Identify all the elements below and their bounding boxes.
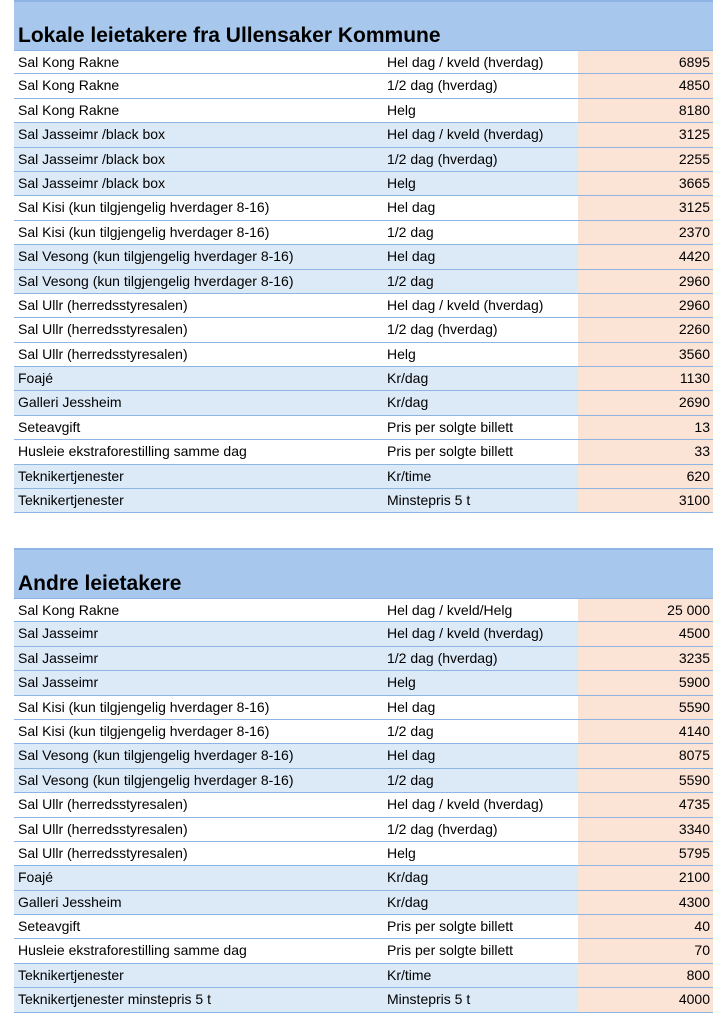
room-name-cell: Sal Kong Rakne bbox=[18, 602, 120, 618]
price-cell bbox=[578, 842, 713, 865]
table-row bbox=[14, 939, 713, 963]
price-cell bbox=[578, 172, 713, 195]
period-cell: Helg bbox=[387, 174, 416, 191]
table-row bbox=[14, 964, 713, 988]
period-cell: 1/2 dag (hverdag) bbox=[387, 820, 498, 837]
table-row bbox=[14, 318, 713, 342]
table-row bbox=[14, 622, 713, 646]
table-row bbox=[14, 671, 713, 695]
room-name-cell: Sal Ullr (herredsstyresalen) bbox=[18, 321, 188, 338]
price-value: 4140 bbox=[678, 722, 710, 739]
period-cell: Helg bbox=[387, 674, 416, 691]
table-row bbox=[14, 50, 713, 74]
price-cell bbox=[578, 744, 713, 767]
period-cell: 1/2 dag bbox=[387, 771, 434, 788]
table-row bbox=[14, 744, 713, 768]
table-row bbox=[14, 647, 713, 671]
price-value: 8180 bbox=[678, 101, 710, 118]
price-value: 13 bbox=[694, 418, 710, 435]
price-value: 70 bbox=[694, 942, 710, 959]
price-value: 3100 bbox=[678, 492, 710, 509]
room-name-cell: Sal Vesong (kun tilgjengelig hverdager 8-16) bbox=[18, 747, 294, 764]
price-value: 1130 bbox=[679, 370, 710, 387]
table-row bbox=[14, 172, 713, 196]
period-cell: Hel dag / kveld (hverdag) bbox=[387, 54, 544, 70]
period-cell: Hel dag bbox=[387, 248, 436, 265]
price-value: 3560 bbox=[678, 345, 710, 362]
room-name-cell: Sal Jasseimr /black box bbox=[18, 174, 166, 191]
period-cell: Hel dag bbox=[387, 747, 436, 764]
price-value: 3340 bbox=[678, 820, 710, 837]
price-cell bbox=[578, 769, 713, 792]
period-cell: Hel dag / kveld (hverdag) bbox=[387, 796, 544, 813]
room-name-cell: Sal Jasseimr /black box bbox=[18, 126, 166, 143]
room-name-cell: Foajé bbox=[18, 869, 54, 886]
price-cell bbox=[578, 915, 713, 938]
room-name-cell: Sal Vesong (kun tilgjengelig hverdager 8-16) bbox=[18, 771, 294, 788]
room-name-cell: Sal Kisi (kun tilgjengelig hverdager 8-16) bbox=[18, 223, 270, 240]
price-value: 6895 bbox=[678, 54, 710, 70]
table-row bbox=[14, 391, 713, 415]
period-cell: Hel dag / kveld (hverdag) bbox=[387, 625, 544, 642]
period-cell: Kr/dag bbox=[387, 869, 429, 886]
table-row bbox=[14, 866, 713, 890]
period-cell: Helg bbox=[387, 844, 416, 861]
price-value: 2100 bbox=[678, 869, 710, 886]
price-value: 3665 bbox=[678, 174, 710, 191]
table-row bbox=[14, 793, 713, 817]
price-value: 5900 bbox=[678, 674, 710, 691]
period-cell: Kr/dag bbox=[387, 370, 429, 387]
room-name-cell: Sal Ullr (herredsstyresalen) bbox=[18, 296, 188, 313]
price-cell bbox=[578, 318, 713, 341]
price-cell bbox=[578, 988, 713, 1011]
price-cell bbox=[578, 671, 713, 694]
room-name-cell: Sal Kong Rakne bbox=[18, 77, 120, 94]
room-name-cell: Husleie ekstraforestilling samme dag bbox=[18, 942, 247, 959]
price-cell bbox=[578, 939, 713, 962]
period-cell: Minstepris 5 t bbox=[387, 492, 471, 509]
price-cell bbox=[578, 793, 713, 816]
table-row bbox=[14, 842, 713, 866]
price-cell bbox=[578, 416, 713, 439]
price-cell bbox=[578, 647, 713, 670]
price-value: 3235 bbox=[678, 649, 710, 666]
period-cell: 1/2 dag (hverdag) bbox=[387, 150, 498, 167]
period-cell: Kr/dag bbox=[387, 394, 429, 411]
period-cell: Hel dag bbox=[387, 199, 436, 216]
price-value: 5590 bbox=[678, 698, 710, 715]
period-cell: 1/2 dag bbox=[387, 223, 434, 240]
price-value: 2255 bbox=[678, 150, 710, 167]
price-cell bbox=[578, 891, 713, 914]
room-name-cell: Sal Jasseimr bbox=[18, 674, 99, 691]
price-value: 2690 bbox=[678, 394, 710, 411]
price-cell bbox=[578, 51, 713, 73]
price-value: 2960 bbox=[678, 296, 710, 313]
table-row bbox=[14, 343, 713, 367]
room-name-cell: Husleie ekstraforestilling samme dag bbox=[18, 443, 247, 460]
room-name-cell: Teknikertjenester minstepris 5 t bbox=[18, 991, 211, 1008]
section-header bbox=[14, 548, 713, 598]
room-name-cell: Sal Ullr (herredsstyresalen) bbox=[18, 844, 188, 861]
price-cell bbox=[578, 818, 713, 841]
price-cell bbox=[578, 221, 713, 244]
table-row bbox=[14, 367, 713, 391]
room-name-cell: Sal Kisi (kun tilgjengelig hverdager 8-16) bbox=[18, 199, 270, 216]
price-value: 5795 bbox=[678, 844, 710, 861]
period-cell: Hel dag bbox=[387, 698, 436, 715]
period-cell: Minstepris 5 t bbox=[387, 991, 471, 1008]
price-value: 40 bbox=[694, 918, 710, 935]
period-cell: Pris per solgte billett bbox=[387, 418, 514, 435]
price-cell bbox=[578, 148, 713, 171]
price-cell bbox=[578, 367, 713, 390]
price-value: 4735 bbox=[678, 796, 710, 813]
period-cell: 1/2 dag (hverdag) bbox=[387, 649, 498, 666]
table-row bbox=[14, 99, 713, 123]
price-value: 33 bbox=[694, 443, 710, 460]
period-cell: Kr/time bbox=[387, 467, 432, 484]
period-cell: 1/2 dag bbox=[387, 722, 434, 739]
table-row bbox=[14, 294, 713, 318]
price-value: 4420 bbox=[678, 248, 710, 265]
price-cell bbox=[578, 294, 713, 317]
section-title: Andre leietakere bbox=[18, 572, 182, 595]
price-cell bbox=[578, 964, 713, 987]
price-cell bbox=[578, 465, 713, 488]
table-row bbox=[14, 489, 713, 513]
room-name-cell: Seteavgift bbox=[18, 918, 81, 935]
period-cell: Pris per solgte billett bbox=[387, 918, 514, 935]
table-row bbox=[14, 123, 713, 147]
room-name-cell: Foajé bbox=[18, 370, 54, 387]
table-row bbox=[14, 720, 713, 744]
price-cell bbox=[578, 599, 713, 621]
room-name-cell: Teknikertjenester bbox=[18, 492, 124, 509]
price-cell bbox=[578, 720, 713, 743]
period-cell: 1/2 dag bbox=[387, 272, 434, 289]
table-row bbox=[14, 465, 713, 489]
price-value: 2260 bbox=[678, 321, 710, 338]
room-name-cell: Sal Jasseimr /black box bbox=[18, 150, 166, 167]
price-value: 25 000 bbox=[667, 602, 710, 618]
room-name-cell: Sal Jasseimr bbox=[18, 625, 99, 642]
price-value: 3125 bbox=[678, 199, 710, 216]
room-name-cell: Sal Ullr (herredsstyresalen) bbox=[18, 345, 188, 362]
period-cell: Pris per solgte billett bbox=[387, 443, 514, 460]
table-body bbox=[14, 598, 713, 1013]
price-value: 4850 bbox=[678, 77, 710, 94]
room-name-cell: Galleri Jessheim bbox=[18, 394, 122, 411]
room-name-cell: Sal Ullr (herredsstyresalen) bbox=[18, 796, 188, 813]
table-body bbox=[14, 50, 713, 513]
price-value: 4500 bbox=[678, 625, 710, 642]
table-row bbox=[14, 196, 713, 220]
price-table-local bbox=[14, 0, 713, 513]
room-name-cell: Sal Vesong (kun tilgjengelig hverdager 8-16) bbox=[18, 248, 294, 265]
price-cell bbox=[578, 74, 713, 97]
table-row bbox=[14, 245, 713, 269]
table-row bbox=[14, 891, 713, 915]
price-table-other bbox=[14, 548, 713, 1013]
room-name-cell: Sal Jasseimr bbox=[18, 649, 99, 666]
period-cell: Kr/time bbox=[387, 966, 432, 983]
room-name-cell: Seteavgift bbox=[18, 418, 81, 435]
table-row bbox=[14, 598, 713, 622]
price-cell bbox=[578, 99, 713, 122]
price-cell bbox=[578, 270, 713, 293]
table-row bbox=[14, 915, 713, 939]
table-row bbox=[14, 818, 713, 842]
table-row bbox=[14, 416, 713, 440]
room-name-cell: Sal Kisi (kun tilgjengelig hverdager 8-16) bbox=[18, 698, 270, 715]
period-cell: Hel dag / kveld (hverdag) bbox=[387, 296, 544, 313]
table-row bbox=[14, 221, 713, 245]
price-value: 800 bbox=[686, 966, 710, 983]
price-cell bbox=[578, 622, 713, 645]
table-row bbox=[14, 988, 713, 1012]
period-cell: Pris per solgte billett bbox=[387, 942, 514, 959]
section-header bbox=[14, 0, 713, 50]
table-row bbox=[14, 148, 713, 172]
price-cell bbox=[578, 440, 713, 463]
price-cell bbox=[578, 343, 713, 366]
period-cell: Helg bbox=[387, 345, 416, 362]
period-cell: Hel dag / kveld (hverdag) bbox=[387, 126, 544, 143]
room-name-cell: Sal Ullr (herredsstyresalen) bbox=[18, 820, 188, 837]
room-name-cell: Teknikertjenester bbox=[18, 966, 124, 983]
table-row bbox=[14, 696, 713, 720]
price-value: 620 bbox=[686, 467, 710, 484]
price-value: 5590 bbox=[678, 771, 710, 788]
price-cell bbox=[578, 196, 713, 219]
period-cell: Kr/dag bbox=[387, 893, 429, 910]
price-cell bbox=[578, 391, 713, 414]
price-value: 3125 bbox=[678, 126, 710, 143]
price-cell bbox=[578, 866, 713, 889]
table-row bbox=[14, 270, 713, 294]
price-cell bbox=[578, 696, 713, 719]
price-value: 4000 bbox=[678, 991, 710, 1008]
price-value: 8075 bbox=[678, 747, 710, 764]
room-name-cell: Sal Kong Rakne bbox=[18, 101, 120, 118]
table-row bbox=[14, 74, 713, 98]
price-cell bbox=[578, 489, 713, 512]
room-name-cell: Sal Kisi (kun tilgjengelig hverdager 8-16) bbox=[18, 722, 270, 739]
price-value: 4300 bbox=[678, 893, 710, 910]
table-row bbox=[14, 769, 713, 793]
room-name-cell: Galleri Jessheim bbox=[18, 893, 122, 910]
period-cell: Helg bbox=[387, 101, 416, 118]
room-name-cell: Sal Vesong (kun tilgjengelig hverdager 8-16) bbox=[18, 272, 294, 289]
period-cell: Hel dag / kveld/Helg bbox=[387, 602, 513, 618]
price-value: 2960 bbox=[678, 272, 710, 289]
price-value: 2370 bbox=[678, 223, 710, 240]
table-row bbox=[14, 440, 713, 464]
price-cell bbox=[578, 245, 713, 268]
section-title: Lokale leietakere fra Ullensaker Kommune bbox=[18, 24, 441, 47]
room-name-cell: Sal Kong Rakne bbox=[18, 54, 120, 70]
period-cell: 1/2 dag (hverdag) bbox=[387, 321, 498, 338]
room-name-cell: Teknikertjenester bbox=[18, 467, 124, 484]
price-cell bbox=[578, 123, 713, 146]
period-cell: 1/2 dag (hverdag) bbox=[387, 77, 498, 94]
